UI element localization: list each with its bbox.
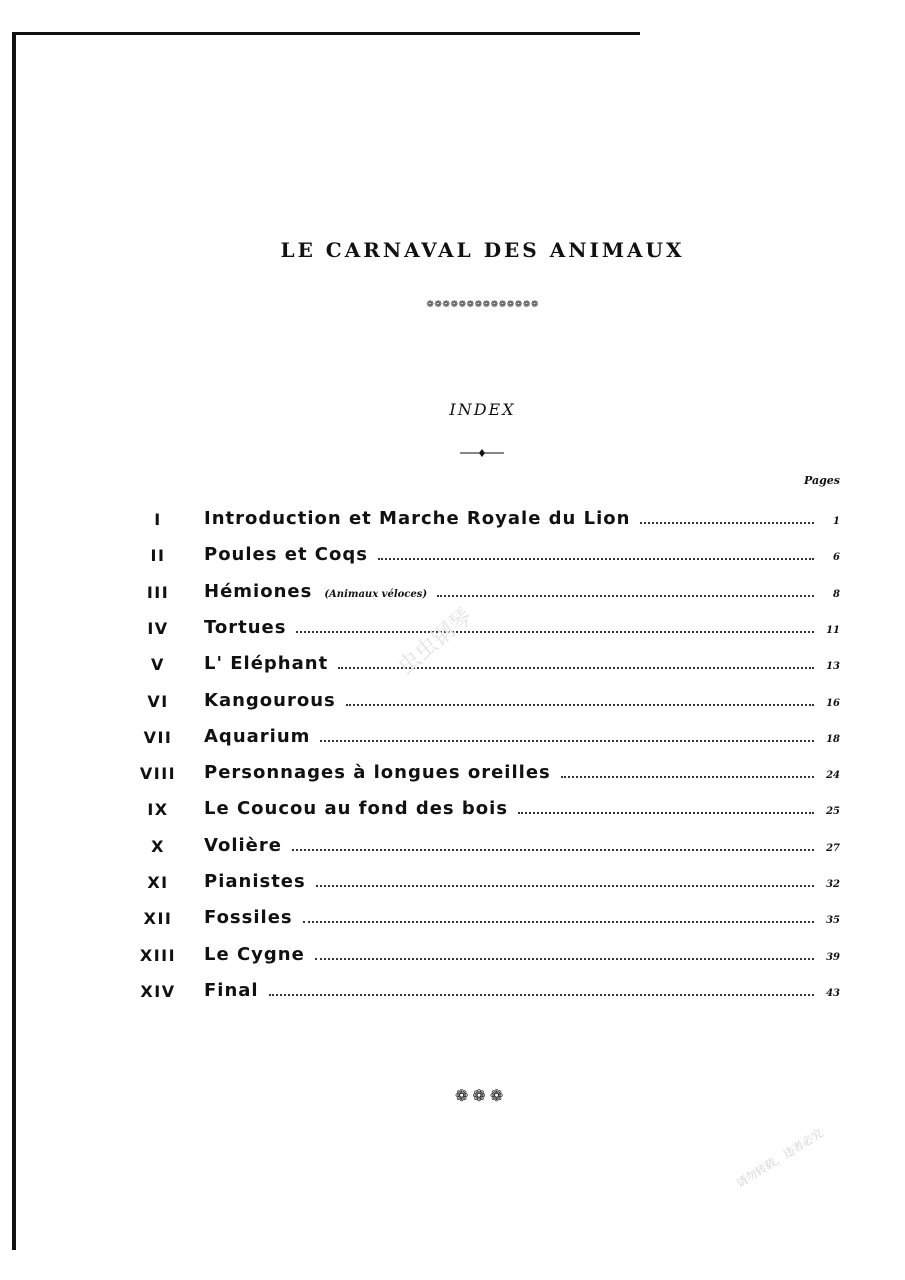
toc-dot-leader [303,921,814,923]
toc-numeral: IX [147,800,169,820]
toc-numeral: VI [147,691,169,711]
title-ornament: ❁❁❁❁❁❁❁❁❁❁❁❁❁❁ [426,300,539,310]
toc-dot-leader [640,522,814,524]
toc-dot-leader [437,595,814,597]
toc-entry [204,980,840,1001]
toc-entry [204,798,840,819]
toc-dot-leader [378,558,814,560]
toc-page-number: 35 [826,915,840,927]
toc-entry-title: L' Eléphant [204,653,329,675]
toc-entry [204,835,840,856]
toc-numeral: XII [143,909,173,929]
toc-numeral: VII [143,727,173,747]
toc-entry [204,653,840,674]
watermark-main: 虫虫钢琴 [393,604,478,680]
toc-dot-leader [561,776,814,778]
toc-page-number: 13 [826,661,840,673]
toc-entry-title: Volière [204,834,282,856]
toc-entry-title: Introduction et Marche Royale du Lion [204,508,631,529]
toc-numeral: X [151,836,165,856]
toc-entry-title: Poules et Coqs [204,544,368,566]
toc-dot-leader [292,849,814,851]
toc-entry [204,762,840,783]
toc-page-number: 39 [826,951,840,963]
toc-entry-title: Fossiles [204,907,293,929]
toc-dot-leader [269,994,814,996]
toc-entry-title: Aquarium [204,725,311,747]
toc-entry-title: Tortues [204,616,287,638]
toc-dot-leader [315,958,814,960]
toc-entry-title: Le Cygne [204,943,305,965]
toc-entry [204,944,840,965]
toc-page-number: 18 [826,733,840,745]
toc-dot-leader [296,631,814,633]
toc-dot-leader [320,740,814,742]
toc-page-number: 11 [826,624,840,636]
toc-numeral: I [154,510,162,529]
toc-page-number: 27 [826,842,840,854]
pages-column-label: Pages [804,474,840,487]
toc-numeral: III [146,582,170,602]
toc-entry [204,617,840,638]
toc-entry-title: Le Coucou au fond des bois [204,798,509,820]
toc-page-number: 43 [826,987,840,999]
toc-dot-leader [346,704,814,706]
toc-numeral: VIII [139,764,177,784]
toc-entry [204,907,840,928]
toc-page-number: 25 [826,806,840,818]
bottom-ornament: ❁❁❁ [455,1086,508,1105]
toc-page-number: 6 [833,552,840,564]
toc-dot-leader [316,885,814,887]
toc-entry [204,871,840,892]
toc-numeral: II [150,546,166,566]
toc-entry-title: Personnages à longues oreilles [204,762,551,784]
toc-entry-title: Hémiones [204,580,313,602]
page-title: LE CARNAVAL DES ANIMAUX [280,238,685,262]
toc-entry-title: Final [204,979,259,1001]
toc-page-number: 1 [833,516,840,527]
toc-entry [204,690,840,711]
toc-numeral: XIV [140,981,176,1001]
toc-entry [204,726,840,747]
toc-entry [204,508,840,529]
toc-numeral: IV [147,618,169,638]
toc-entry-subtitle: (Animaux véloces) [324,588,428,600]
index-heading: INDEX [449,400,516,419]
toc-numeral: V [151,655,165,675]
toc-page-number: 8 [833,588,840,600]
toc-page-number: 24 [826,770,840,782]
toc-entry [204,544,840,565]
toc-numeral: XIII [139,945,177,965]
toc-numeral: XI [147,873,169,892]
toc-entry [204,581,840,602]
toc-dot-leader [518,812,814,814]
watermark-corner: 请勿转载，违者必究 [734,1126,826,1191]
toc-entry-title: Pianistes [204,871,306,892]
toc-page-number: 32 [826,879,840,890]
toc-entry-title: Kangourous [204,689,336,711]
toc-page-number: 16 [826,697,840,709]
